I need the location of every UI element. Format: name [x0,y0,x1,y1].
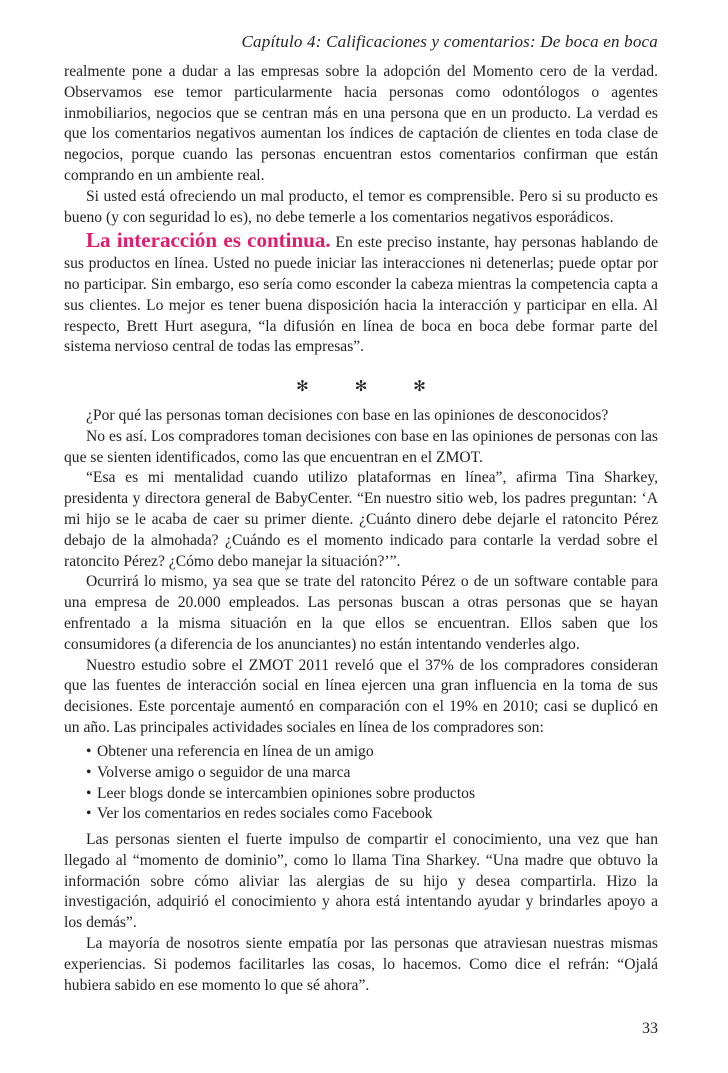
paragraph-9: Las personas sienten el fuerte impulso de compartir el conocimiento, una vez que han llegado al “momento de dominio”, como lo llama Tina Sharkey. “Una madre que obtuvo la información sobre cómo aliviar las alergias de su hijo y desea compartirla. Hizo la investigación, adquirió el conocimiento y ahora está intentando ayudar y brindarles apoyo a los demás”. [64,831,658,932]
ornament-icon: ✻ [296,377,309,395]
running-head: Capítulo 4: Calificaciones y comentarios: De boca en boca [241,32,658,51]
section-3 [64,830,658,996]
ornament-icon: ✻ [354,377,368,395]
paragraph-3-text: En este preciso instante, hay personas hablando de sus productos en línea. Usted no puede iniciar las interacciones ni detenerlas; puede optar por no participar. Sin embargo, eso sería como esconder la cabeza mientras la competencia capta a sus clientes. Lo mejor es tener buena disposición hacia la interacción y participar en ella. Al respecto, Brett Hurt asegura, “la difusión en línea de boca en boca debe formar parte del sistema nervioso central de todas las empresas”. [64,234,658,356]
paragraph-1: realmente pone a dudar a las empresas sobre la adopción del Momento cero de la verdad. Observamos ese temor particularmente hacia personas como odontólogos o agentes inmobiliarios, negocios que se centran más en una persona que en un producto. La verdad es que los comentarios negativos aumentan los índices de captación de clientes en toda clase de negocios, porque cuando las personas encuentran estos comentarios confirman que están comprando en un ambiente real. [64,63,658,184]
section-heading: La interacción es continua. [86,228,331,253]
paragraph-2: Si usted está ofreciendo un mal producto, el temor es comprensible. Pero si su producto es bueno (y con seguridad lo es), no debe temerle a los comentarios negativos esporádicos. [64,187,658,226]
section-2 [64,406,658,739]
list-item: • Leer blogs donde se intercambien opiniones sobre productos [86,784,475,805]
paragraph-6: “Esa es mi mentalidad cuando utilizo plataformas en línea”, afirma Tina Sharkey, presidenta y directora general de BabyCenter. “En nuestro sitio web, los padres preguntan: ‘A mi hijo se le acaba de caer su primer diente. ¿Cuánto dinero debe dejarle el ratoncito Pérez debajo de la almohada? ¿Cuándo es el momento indicado para contarle la verdad sobre el ratoncito Pérez? ¿Cómo debo manejar la situación?’”. [64,469,658,570]
bullet-icon: • [86,763,92,781]
list-item: • Ver los comentarios en redes sociales como Facebook [86,804,475,825]
paragraph-4: ¿Por qué las personas toman decisiones con base en las opiniones de desconocidos? [86,407,609,424]
paragraph-5: No es así. Los compradores toman decisiones con base en las opiniones de personas con las que se sienten identificados, como las que encuentran en el ZMOT. [64,427,658,466]
bullet-list [86,742,475,825]
paragraph-7: Ocurrirá lo mismo, ya sea que se trate del ratoncito Pérez o de un software contable para una empresa de 20.000 empleados. Las personas buscan a otras personas que se hayan enfrentado a la misma situación en la que ellos se encuentran. Ellos saben que los consumidores (a diferencia de los anunciantes) no están intentando venderles algo. [64,573,658,653]
list-item: • Volverse amigo o seguidor de una marca [86,763,475,784]
page-number: 33 [642,1020,658,1037]
section-1 [64,62,658,358]
list-item: • Obtener una referencia en línea de un amigo [86,742,475,763]
paragraph-8: Nuestro estudio sobre el ZMOT 2011 reveló que el 37% de los compradores consideran que las fuentes de interacción social en línea ejercen una gran influencia en la toma de sus decisiones. Este porcentaje aumentó en comparación con el 19% en 2010; casi se duplicó en un año. Las principales actividades sociales en línea de los compradores son: [64,656,658,736]
section-break-ornaments [64,377,658,396]
bullet-icon: • [86,743,92,760]
bullet-icon: • [86,805,92,823]
paragraph-10: La mayoría de nosotros siente empatía por las personas que atraviesan nuestras mismas experiencias. Si podemos facilitarles las cosas, lo hacemos. Como dice el refrán: “Ojalá hubiera sabido en ese momento lo que sé ahora”. [64,934,658,994]
paragraph-3 [64,230,658,358]
ornament-icon: ✻ [413,377,426,395]
bullet-icon: • [86,784,92,802]
